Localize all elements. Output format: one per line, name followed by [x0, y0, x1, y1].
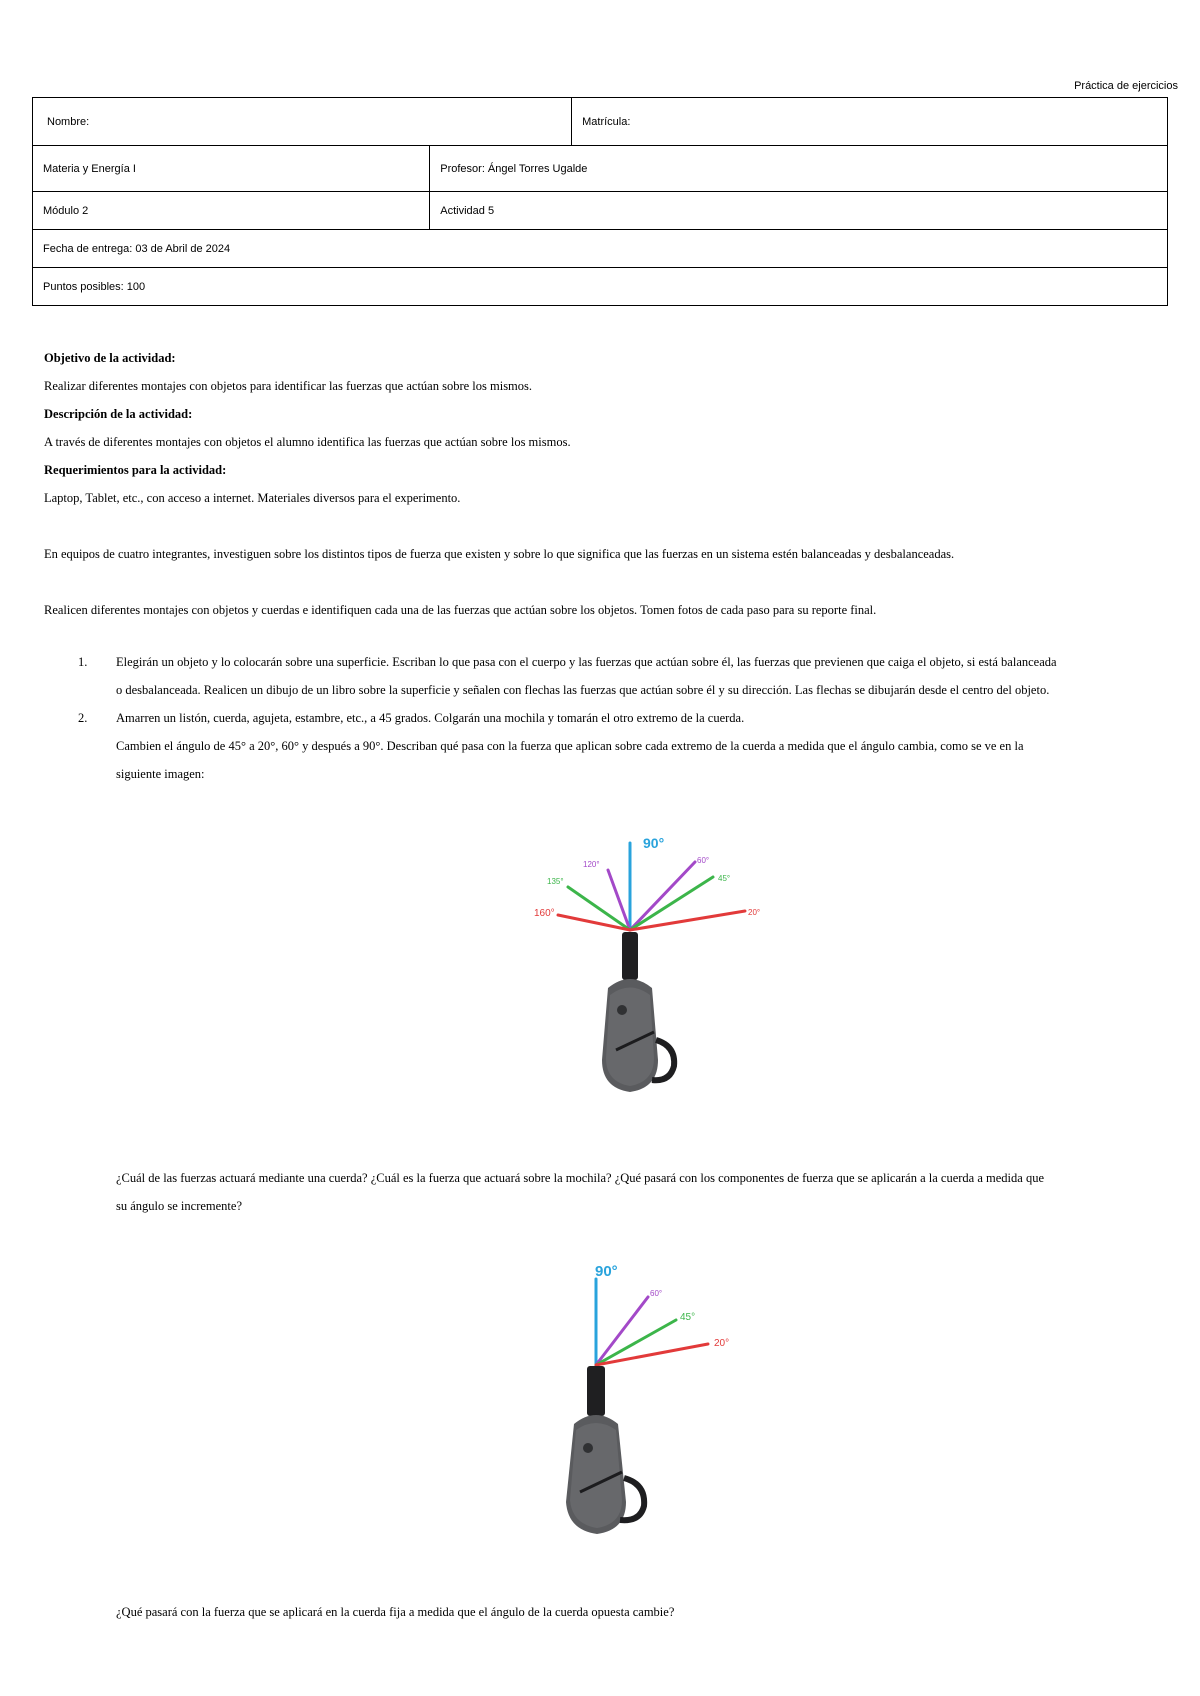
step-item: [78, 648, 1192, 704]
objetivo-heading: Objetivo de la actividad:: [44, 351, 176, 365]
fecha-entrega-cell: Fecha de entrega: 03 de Abril de 2024: [33, 230, 1168, 268]
label-120: 120°: [583, 860, 600, 869]
label-60: 60°: [650, 1289, 663, 1298]
step-line: Elegirán un objeto y lo colocarán sobre una superficie. Escriban lo que pasa con el cuerpo y las fuerzas que actúan sobre él, las fuerzas que previenen que caiga el objeto, si está balanceada: [116, 655, 1057, 669]
paragraph-equipos: En equipos de cuatro integrantes, investiguen sobre los distintos tipos de fuerza que existen y sobre lo que significa que las fuerzas en un sistema estén balanceadas y desbalanceadas.: [44, 547, 955, 561]
descripcion-text: A través de diferentes montajes con objetos el alumno identifica las fuerzas que actúan sobre los mismos.: [44, 435, 571, 449]
requerimientos-text: Laptop, Tablet, etc., con acceso a internet. Materiales diversos para el experimento.: [44, 491, 461, 505]
activity-content: [44, 344, 1200, 624]
question-one: [116, 1164, 1186, 1220]
matricula-cell: Matrícula:: [572, 98, 1168, 146]
label-90: 90°: [595, 1263, 618, 1280]
step-line: Cambien el ángulo de 45° a 20°, 60° y después a 90°. Describan qué pasa con la fuerza que aplican sobre cada extremo de la cuerda a medida que el ángulo cambia, como se ve en la: [116, 739, 1024, 753]
objetivo-text: Realizar diferentes montajes con objetos para identificar las fuerzas que actúan sobre los mismos.: [44, 379, 533, 393]
student-info-table: [32, 97, 1168, 306]
descripcion-heading: Descripción de la actividad:: [44, 407, 193, 421]
label-45: 45°: [718, 874, 731, 883]
profesor-cell: Profesor: Ángel Torres Ugalde: [430, 146, 1168, 192]
label-20: 20°: [714, 1338, 730, 1349]
step-item: [78, 704, 1192, 788]
backpack-angles-figure-2: [540, 1252, 760, 1542]
question-line: su ángulo se incremente?: [116, 1199, 242, 1213]
line-60-degrees: [596, 1297, 648, 1365]
paragraph-montajes: Realicen diferentes montajes con objetos y cuerdas e identifiquen cada una de las fuerzas que actúan sobre los objetos. Tomen fotos de cada paso para su reporte final.: [44, 603, 877, 617]
step-number: 2.: [78, 711, 88, 725]
label-20: 20°: [748, 908, 761, 917]
label-135: 135°: [547, 877, 564, 886]
question-line: ¿Cuál de las fuerzas actuará mediante una cuerda? ¿Cuál es la fuerza que actuará sobre la mochila? ¿Qué pasará con los componentes de fuerza que se aplicarán a la cuerda a medida que: [116, 1171, 1044, 1185]
step-line: o desbalanceada. Realicen un dibujo de un libro sobre la superficie y señalen con flechas las fuerzas que actúan sobre él y su dirección. Las flechas se dibujarán desde el centro del objeto.: [116, 683, 1050, 697]
label-60: 60°: [697, 856, 710, 865]
label-90: 90°: [643, 835, 665, 851]
backpack-icon: [566, 1366, 644, 1534]
actividad-cell: Actividad 5: [430, 192, 1168, 230]
step-line: Amarren un listón, cuerda, agujeta, estambre, etc., a 45 grados. Colgarán una mochila y tomarán el otro extremo de la cuerda.: [116, 711, 745, 725]
steps-list: [78, 648, 1192, 788]
puntos-cell: Puntos posibles: 100: [33, 268, 1168, 306]
materia-cell: Materia y Energía I: [33, 146, 430, 192]
question-two: [116, 1598, 1186, 1626]
document-header-label: Práctica de ejercicios: [1074, 80, 1178, 92]
requerimientos-heading: Requerimientos para la actividad:: [44, 463, 227, 477]
modulo-cell: Módulo 2: [33, 192, 430, 230]
question-line: ¿Qué pasará con la fuerza que se aplicará en la cuerda fija a medida que el ángulo de la cuerda opuesta cambie?: [116, 1605, 675, 1619]
label-160: 160°: [534, 908, 555, 919]
nombre-cell: Nombre:: [33, 98, 572, 146]
backpack-icon: [602, 932, 674, 1092]
backpack-angles-figure: [530, 820, 780, 1110]
step-number: 1.: [78, 655, 88, 669]
label-45: 45°: [680, 1312, 696, 1323]
step-line: siguiente imagen:: [116, 767, 205, 781]
